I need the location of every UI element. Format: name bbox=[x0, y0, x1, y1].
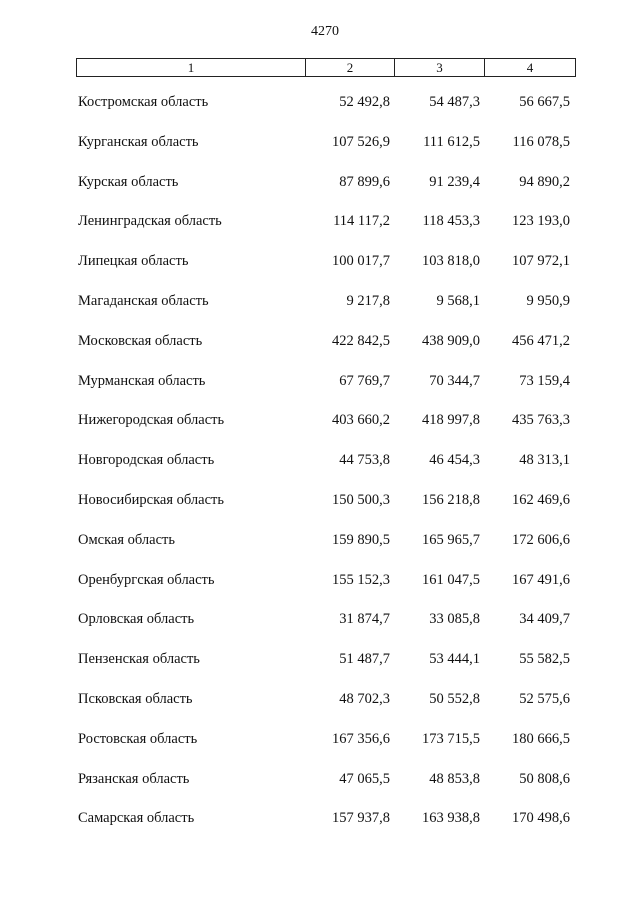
table-body bbox=[0, 88, 640, 844]
value-col-3: 91 239,4 bbox=[429, 173, 480, 190]
table-row bbox=[0, 327, 640, 367]
value-col-3: 118 453,3 bbox=[422, 213, 480, 230]
value-col-4: 170 498,6 bbox=[512, 810, 570, 827]
region-name: Орловская область bbox=[78, 611, 195, 628]
value-col-4: 50 808,6 bbox=[519, 770, 570, 787]
value-col-4: 9 950,9 bbox=[526, 292, 570, 309]
region-name: Магаданская область bbox=[78, 292, 209, 309]
value-col-3: 165 965,7 bbox=[422, 531, 480, 548]
table-row bbox=[0, 725, 640, 765]
region-name: Оренбургская область bbox=[78, 571, 215, 588]
table-row bbox=[0, 88, 640, 128]
value-col-3: 161 047,5 bbox=[422, 571, 480, 588]
value-col-4: 167 491,6 bbox=[512, 571, 570, 588]
table-row bbox=[0, 685, 640, 725]
value-col-3: 173 715,5 bbox=[422, 730, 480, 747]
region-name: Омская область bbox=[78, 531, 175, 548]
value-col-2: 422 842,5 bbox=[332, 332, 390, 349]
region-name: Курганская область bbox=[78, 133, 199, 150]
region-name: Московская область bbox=[78, 332, 203, 349]
value-col-2: 150 500,3 bbox=[332, 491, 390, 508]
value-col-3: 46 454,3 bbox=[429, 452, 480, 469]
region-name: Костромская область bbox=[78, 94, 209, 110]
value-col-4: 107 972,1 bbox=[512, 253, 570, 270]
table-row bbox=[0, 168, 640, 208]
region-name: Новгородская область bbox=[78, 452, 215, 469]
column-header-row bbox=[77, 59, 576, 77]
value-col-4: 34 409,7 bbox=[519, 611, 570, 628]
value-col-4: 73 159,4 bbox=[519, 372, 570, 389]
value-col-3: 103 818,0 bbox=[422, 253, 480, 270]
value-col-4: 116 078,5 bbox=[512, 133, 570, 150]
value-col-4: 172 606,6 bbox=[512, 531, 570, 548]
value-col-4: 55 582,5 bbox=[519, 651, 570, 668]
table-row bbox=[0, 406, 640, 446]
value-col-4: 56 667,5 bbox=[519, 94, 570, 110]
value-col-3: 33 085,8 bbox=[429, 611, 480, 628]
table-row bbox=[0, 765, 640, 805]
value-col-2: 167 356,6 bbox=[332, 730, 390, 747]
column-header-4: 4 bbox=[485, 59, 576, 77]
value-col-3: 111 612,5 bbox=[423, 133, 480, 150]
region-name: Рязанская область bbox=[78, 770, 190, 787]
value-col-3: 53 444,1 bbox=[429, 651, 480, 668]
value-col-4: 162 469,6 bbox=[512, 491, 570, 508]
value-col-4: 48 313,1 bbox=[519, 452, 570, 469]
table-row bbox=[0, 486, 640, 526]
region-name: Липецкая область bbox=[78, 253, 189, 270]
value-col-2: 31 874,7 bbox=[339, 611, 390, 628]
table-row bbox=[0, 207, 640, 247]
value-col-3: 418 997,8 bbox=[422, 412, 480, 429]
value-col-2: 107 526,9 bbox=[332, 133, 390, 150]
value-col-3: 48 853,8 bbox=[429, 770, 480, 787]
value-col-2: 52 492,8 bbox=[339, 94, 390, 110]
value-col-4: 123 193,0 bbox=[512, 213, 570, 230]
table-row bbox=[0, 526, 640, 566]
value-col-2: 51 487,7 bbox=[339, 651, 390, 668]
table-row bbox=[0, 367, 640, 407]
value-col-3: 50 552,8 bbox=[429, 690, 480, 707]
table-row bbox=[0, 566, 640, 606]
value-col-3: 163 938,8 bbox=[422, 810, 480, 827]
value-col-2: 87 899,6 bbox=[339, 173, 390, 190]
value-col-2: 157 937,8 bbox=[332, 810, 390, 827]
value-col-4: 456 471,2 bbox=[512, 332, 570, 349]
page-number: 4270 bbox=[311, 24, 339, 39]
value-col-2: 47 065,5 bbox=[339, 770, 390, 787]
region-name: Ростовская область bbox=[78, 730, 198, 747]
value-col-4: 180 666,5 bbox=[512, 730, 570, 747]
table-row bbox=[0, 247, 640, 287]
value-col-3: 9 568,1 bbox=[436, 292, 480, 309]
table-row bbox=[0, 804, 640, 844]
value-col-2: 114 117,2 bbox=[333, 213, 390, 230]
value-col-2: 67 769,7 bbox=[339, 372, 390, 389]
value-col-2: 44 753,8 bbox=[339, 452, 390, 469]
value-col-2: 403 660,2 bbox=[332, 412, 390, 429]
table-row bbox=[0, 645, 640, 685]
column-header-table bbox=[76, 58, 576, 77]
value-col-2: 9 217,8 bbox=[346, 292, 390, 309]
value-col-2: 159 890,5 bbox=[332, 531, 390, 548]
value-col-4: 94 890,2 bbox=[519, 173, 570, 190]
value-col-2: 155 152,3 bbox=[332, 571, 390, 588]
region-name: Самарская область bbox=[78, 810, 195, 827]
region-name: Нижегородская область bbox=[78, 412, 225, 429]
region-name: Пензенская область bbox=[78, 651, 200, 668]
table-row bbox=[0, 287, 640, 327]
value-col-2: 48 702,3 bbox=[339, 690, 390, 707]
column-header-3: 3 bbox=[395, 59, 485, 77]
value-col-3: 70 344,7 bbox=[429, 372, 480, 389]
table-row bbox=[0, 446, 640, 486]
region-name: Ленинградская область bbox=[78, 213, 222, 230]
value-col-4: 435 763,3 bbox=[512, 412, 570, 429]
value-col-3: 438 909,0 bbox=[422, 332, 480, 349]
value-col-3: 54 487,3 bbox=[429, 94, 480, 110]
value-col-4: 52 575,6 bbox=[519, 690, 570, 707]
region-name: Курская область bbox=[78, 173, 179, 190]
region-name: Новосибирская область bbox=[78, 491, 224, 508]
table-row bbox=[0, 128, 640, 168]
value-col-3: 156 218,8 bbox=[422, 491, 480, 508]
column-header-1: 1 bbox=[77, 59, 306, 77]
column-header-2: 2 bbox=[306, 59, 395, 77]
region-name: Псковская область bbox=[78, 690, 193, 707]
table-row bbox=[0, 605, 640, 645]
value-col-2: 100 017,7 bbox=[332, 253, 390, 270]
region-name: Мурманская область bbox=[78, 372, 206, 389]
